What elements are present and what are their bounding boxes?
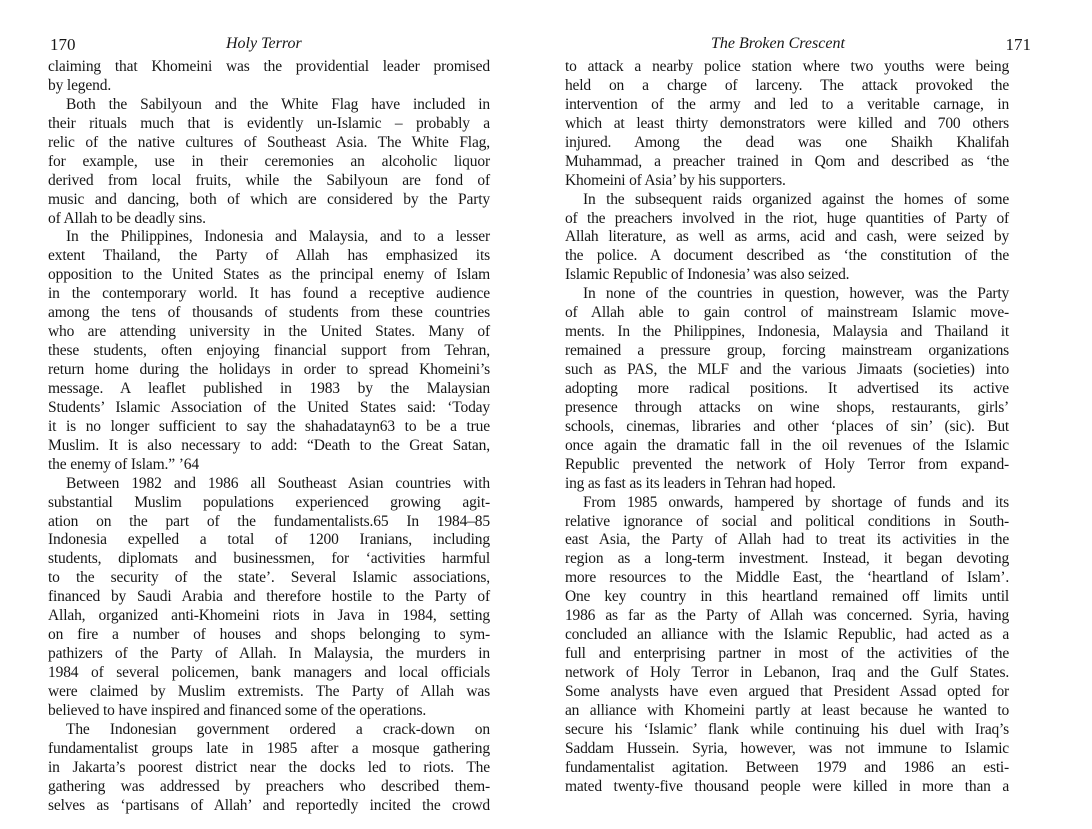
text-line: students, diplomats and businessmen, for ‘activities harmful: [48, 550, 490, 568]
text-line: Saddam Hussein. Syria, however, was not immune to Islamic: [565, 739, 1009, 757]
text-line: of Allah to be deadly sins.: [48, 209, 206, 227]
text-line: Muhammad, a preacher trained in Qom and described as ‘the: [565, 152, 1009, 170]
text-line: held on a charge of larceny. The attack provoked the: [565, 76, 1009, 94]
text-line: once again the dramatic fall in the oil revenues of the Islamic: [565, 436, 1009, 454]
text-line: among the tens of thousands of students from these countries: [48, 304, 490, 322]
text-line: ation on the part of the fundamentalists.65 In 1984–85: [48, 512, 490, 530]
text-line: fundamentalist agitation. Between 1979 and 1986 an esti-: [565, 758, 1009, 776]
text-line: were claimed by Muslim extremists. The Party of Allah was: [48, 682, 490, 700]
text-line: derived from local fruits, while the Sabilyoun are fond of: [48, 171, 490, 189]
text-line: in the contemporary world. It has found a receptive audience: [48, 285, 490, 303]
text-line: In none of the countries in question, however, was the Party: [583, 285, 1009, 303]
right-page: [565, 0, 1031, 829]
text-line: Allah literature, as well as arms, acid and cash, were seized by: [565, 228, 1009, 246]
text-line: substantial Muslim populations experienced growing agit-: [48, 493, 490, 511]
text-line: Both the Sabilyoun and the White Flag have included in: [66, 95, 490, 113]
text-line: injured. Among the dead was one Shaikh Khalifah: [565, 133, 1009, 151]
text-line: ing as fast as its leaders in Tehran had hoped.: [565, 474, 836, 492]
text-line: The Indonesian government ordered a crack-down on: [66, 720, 490, 738]
right-page-body: [565, 58, 1009, 797]
text-line: fundamentalist groups late in 1985 after a mosque gathering: [48, 739, 490, 757]
text-line: From 1985 onwards, hampered by shortage of funds and its: [583, 493, 1009, 511]
text-line: adopting more radical positions. It advertised its active: [565, 379, 1009, 397]
text-line: return home during the holidays in order to spread Khomeini’s: [48, 361, 490, 378]
text-line: by legend.: [48, 76, 112, 94]
text-line: of the preachers involved in the riot, huge quantities of Party of: [565, 209, 1009, 227]
text-line: One key country in this heartland remained off limits until: [565, 588, 1009, 606]
text-line: gathering was addressed by preachers who described them-: [48, 777, 490, 795]
text-line: more resources to the Middle East, the ‘heartland of Islam’.: [565, 569, 1009, 587]
text-line: these students, often enjoying financial support from Tehran,: [48, 342, 490, 360]
text-line: 1984 of several policemen, bank managers and local officials: [48, 664, 490, 681]
text-line: Allah, organized anti-Khomeini riots in Java in 1984, setting: [48, 607, 490, 625]
text-line: message. A leaflet published in 1983 by the Malaysian: [48, 379, 490, 397]
text-line: Between 1982 and 1986 all Southeast Asian countries with: [66, 474, 490, 492]
text-line: such as PAS, the MLF and the various Jimaats (societies) into: [565, 361, 1009, 378]
text-line: remained a pressure group, forcing mainstream organizations: [565, 342, 1009, 360]
text-line: relative ignorance of social and political conditions in South-: [565, 512, 1009, 530]
text-line: to attack a nearby police station where two youths were being: [565, 58, 1009, 75]
text-line: the police. A document described as ‘the constitution of the: [565, 247, 1009, 265]
text-line: Republic prevented the network of Holy Terror from expand-: [565, 455, 1009, 473]
page-number: 170: [50, 35, 76, 54]
text-line: Students’ Islamic Association of the United States said: ‘Today: [48, 398, 490, 416]
text-line: the enemy of Islam.” ’64: [48, 455, 199, 473]
text-line: of Allah able to gain control of mainstream Islamic move-: [565, 304, 1009, 322]
running-head: The Broken Crescent: [711, 35, 845, 52]
text-line: secure his ‘Islamic’ flank while continuing his duel with Iraq’s: [565, 720, 1009, 738]
text-line: opposition to the United States as the principal enemy of Islam: [48, 266, 490, 284]
text-line: on fire a number of houses and shops belonging to sym-: [48, 626, 490, 644]
text-line: region as a long-term investment. Instead, it began devoting: [565, 550, 1009, 568]
text-line: to the security of the state’. Several Islamic associations,: [48, 569, 490, 587]
text-line: presence through attacks on wine shops, restaurants, girls’: [565, 398, 1009, 416]
text-line: in Jakarta’s poorest district near the docks led to riots. The: [48, 758, 490, 776]
text-line: their rituals much that is evidently un-Islamic – probably a: [48, 114, 490, 132]
text-line: intervention of the army and led to a veritable carnage, in: [565, 95, 1009, 113]
text-line: pathizers of the Party of Allah. In Malaysia, the murders in: [48, 645, 490, 663]
text-line: which at least thirty demonstrators were killed and 700 others: [565, 114, 1009, 132]
text-line: mated twenty-five thousand people were killed in more than a: [565, 777, 1009, 795]
page-number: 171: [1005, 35, 1031, 54]
text-line: In the Philippines, Indonesia and Malaysia, and to a lesser: [66, 228, 490, 246]
text-line: who are attending university in the United States. Many of: [48, 323, 490, 341]
text-line: east Asia, the Party of Allah had to treat its activities in the: [565, 531, 1009, 549]
text-line: concluded an alliance with the Islamic Republic, had acted as a: [565, 626, 1009, 644]
text-line: extent Thailand, the Party of Allah has emphasized its: [48, 247, 490, 265]
text-line: relic of the native cultures of Southeast Asia. The White Flag,: [48, 133, 490, 151]
text-line: network of Holy Terror in Lebanon, Iraq and the Gulf States.: [565, 664, 1009, 681]
text-line: claiming that Khomeini was the providential leader promised: [48, 58, 490, 75]
text-line: In the subsequent raids organized against the homes of some: [583, 190, 1009, 208]
text-line: Muslim. It is also necessary to add: “Death to the Great Satan,: [48, 436, 490, 454]
running-head: Holy Terror: [226, 35, 302, 52]
left-page-body: [48, 58, 490, 816]
text-line: believed to have inspired and financed some of the operations.: [48, 701, 427, 719]
text-line: 1986 as far as the Party of Allah was concerned. Syria, having: [565, 607, 1009, 625]
text-line: Indonesia expelled a total of 1200 Iranians, including: [48, 531, 490, 549]
right-page-header: [565, 0, 1031, 58]
text-line: it is no longer sufficient to say the shahadatayn63 to be a true: [48, 417, 490, 435]
text-line: Islamic Republic of Indonesia’ was also seized.: [565, 266, 850, 284]
text-line: selves as ‘partisans of Allah’ and reportedly incited the crowd: [48, 796, 490, 814]
text-line: music and dancing, both of which are considered by the Party: [48, 190, 490, 208]
text-line: an alliance with Khomeini partly at least because he wanted to: [565, 701, 1009, 719]
text-line: Some analysts have even argued that President Assad opted for: [565, 682, 1009, 700]
text-line: full and enterprising partner in most of the activities of the: [565, 645, 1009, 663]
text-line: ments. In the Philippines, Indonesia, Malaysia and Thailand it: [565, 323, 1009, 341]
text-line: Khomeini of Asia’ by his supporters.: [565, 171, 786, 189]
text-line: schools, cinemas, libraries and other ‘places of sin’ (sic). But: [565, 417, 1009, 435]
left-page-header: [48, 0, 490, 58]
left-page: [48, 0, 490, 829]
text-line: financed by Saudi Arabia and therefore hostile to the Party of: [48, 588, 490, 606]
text-line: for example, use in their ceremonies an alcoholic liquor: [48, 152, 490, 170]
